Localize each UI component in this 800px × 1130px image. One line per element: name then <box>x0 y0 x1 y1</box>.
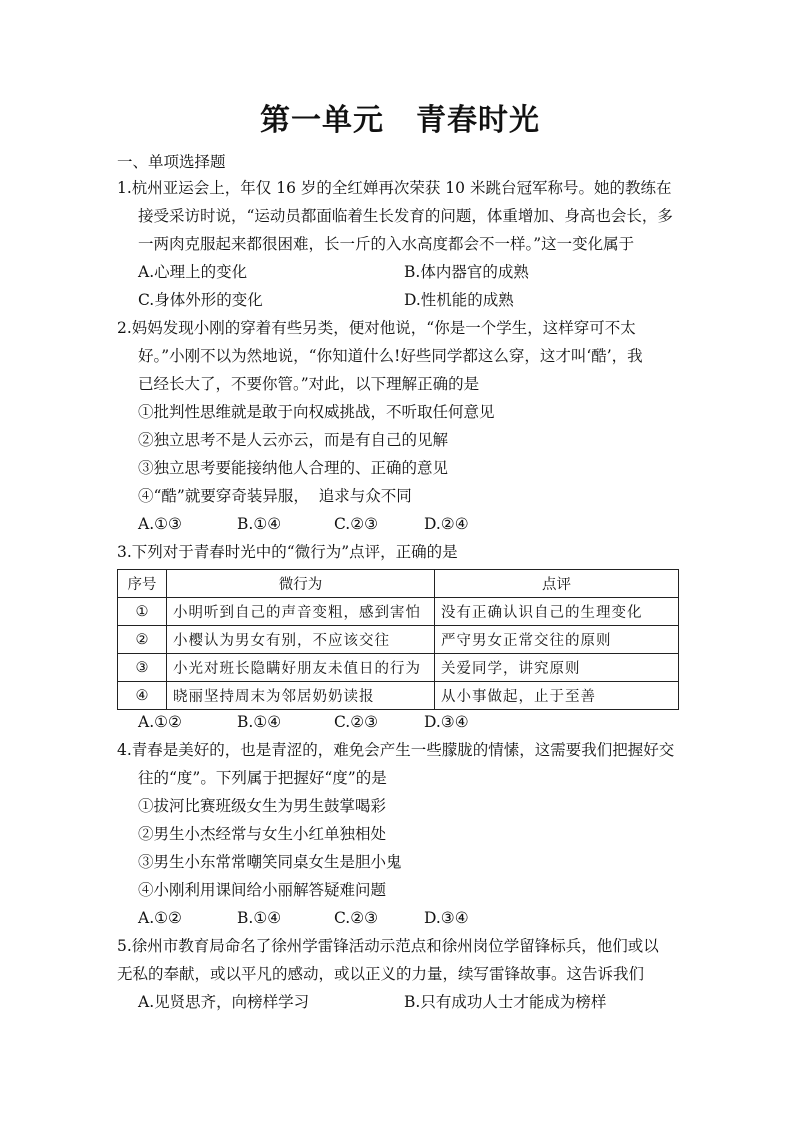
q3-option-c: C.②③ <box>334 713 379 731</box>
row-number: ③ <box>118 654 167 682</box>
row-number: ① <box>118 598 167 626</box>
q2-statement: ④“酷”就要穿奇装异服， 追求与众不同 <box>138 487 412 505</box>
q2-option-b: B.①④ <box>237 515 282 533</box>
title-theme: 青春时光 <box>416 103 540 138</box>
q1-stem-line: 一两肉克服起来都很困难，长一斤的入水高度都会不一样。”这一变化属于 <box>138 235 635 253</box>
q2-statement: ①批判性思维就是敢于向权威挑战，不听取任何意见 <box>138 403 495 421</box>
q4-statement: ③男生小东常常嘲笑同桌女生是胆小鬼 <box>138 853 402 871</box>
q2-option-d: D.②④ <box>424 515 469 533</box>
row-comment: 没有正确认识自己的生理变化 <box>435 598 679 626</box>
page-title <box>0 95 800 139</box>
table-row <box>118 654 679 682</box>
q2-statement: ②独立思考不是人云亦云，而是有自己的见解 <box>138 431 449 449</box>
q2-statement: ③独立思考要能接纳他人合理的、正确的意见 <box>138 459 449 477</box>
q2-option-c: C.②③ <box>334 515 379 533</box>
q1-option-b: B.体内器官的成熟 <box>404 263 529 281</box>
q4-stem-line: 往的“度”。下列属于把握好“度”的是 <box>138 769 387 787</box>
row-comment: 从小事做起，止于至善 <box>435 682 679 710</box>
q3-option-a: A.①② <box>138 713 182 731</box>
q3-stem: 3.下列对于青春时光中的“微行为”点评，正确的是 <box>117 543 458 561</box>
q5-stem-line: 5.徐州市教育局命名了徐州学雷锋活动示范点和徐州岗位学留锋标兵，他们或以 <box>117 937 659 955</box>
behavior-review-table <box>117 569 679 710</box>
row-behavior: 小明听到自己的声音变粗，感到害怕 <box>167 598 435 626</box>
q4-option-d: D.③④ <box>424 909 469 927</box>
table-row <box>118 626 679 654</box>
row-comment: 严守男女正常交往的原则 <box>435 626 679 654</box>
q4-statement: ①拔河比赛班级女生为男生鼓掌喝彩 <box>138 797 387 815</box>
q4-option-a: A.①② <box>138 909 182 927</box>
row-number: ② <box>118 626 167 654</box>
q2-option-a: A.①③ <box>138 515 182 533</box>
q4-option-b: B.①④ <box>237 909 282 927</box>
q1-option-a: A.心理上的变化 <box>138 263 248 281</box>
q2-stem-line: 2.妈妈发现小刚的穿着有些另类，便对他说，“你是一个学生，这样穿可不太 <box>117 319 636 337</box>
q4-stem-line: 4.青春是美好的，也是青涩的，难免会产生一些朦胧的情愫，这需要我们把握好交 <box>117 741 675 759</box>
q5-option-a: A.见贤思齐，向榜样学习 <box>138 993 310 1011</box>
table-row <box>118 598 679 626</box>
row-behavior: 小樱认为男女有别，不应该交往 <box>167 626 435 654</box>
q2-stem-line: 好。”小刚不以为然地说，“你知道什么!好些同学都这么穿，这才叫‘酷’，我 <box>138 347 643 365</box>
q2-stem-line: 已经长大了，不要你管。”对此，以下理解正确的是 <box>138 375 480 393</box>
header-number: 序号 <box>118 570 167 598</box>
row-behavior: 晓丽坚持周末为邻居奶奶读报 <box>167 682 435 710</box>
q3-option-b: B.①④ <box>237 713 282 731</box>
section-heading: 一、单项选择题 <box>117 153 226 171</box>
title-unit: 第一单元 <box>260 103 384 138</box>
table-header-row <box>118 570 679 598</box>
q5-option-b: B.只有成功人士才能成为榜样 <box>404 993 607 1011</box>
q3-option-d: D.③④ <box>424 713 469 731</box>
q4-statement: ④小刚利用课间给小丽解答疑难问题 <box>138 881 387 899</box>
row-comment: 关爱同学，讲究原则 <box>435 654 679 682</box>
q5-stem-line: 无私的奉献，或以平凡的感动，或以正义的力量，续写雷锋故事。这告诉我们 <box>117 965 645 983</box>
q1-option-d: D.性机能的成熟 <box>404 291 514 309</box>
row-number: ④ <box>118 682 167 710</box>
q1-stem-line: 1.杭州亚运会上，年仅 16 岁的全红婵再次荣获 10 米跳台冠军称号。她的教练在 <box>117 179 672 197</box>
q4-option-c: C.②③ <box>334 909 379 927</box>
header-behavior: 微行为 <box>167 570 435 598</box>
table-row <box>118 682 679 710</box>
q4-statement: ②男生小杰经常与女生小红单独相处 <box>138 825 387 843</box>
q1-option-c: C.身体外形的变化 <box>138 291 263 309</box>
q1-stem-line: 接受采访时说，“运动员都面临着生长发育的问题，体重增加、身高也会长，多 <box>138 207 673 225</box>
header-comment: 点评 <box>435 570 679 598</box>
row-behavior: 小光对班长隐瞒好朋友未值日的行为 <box>167 654 435 682</box>
